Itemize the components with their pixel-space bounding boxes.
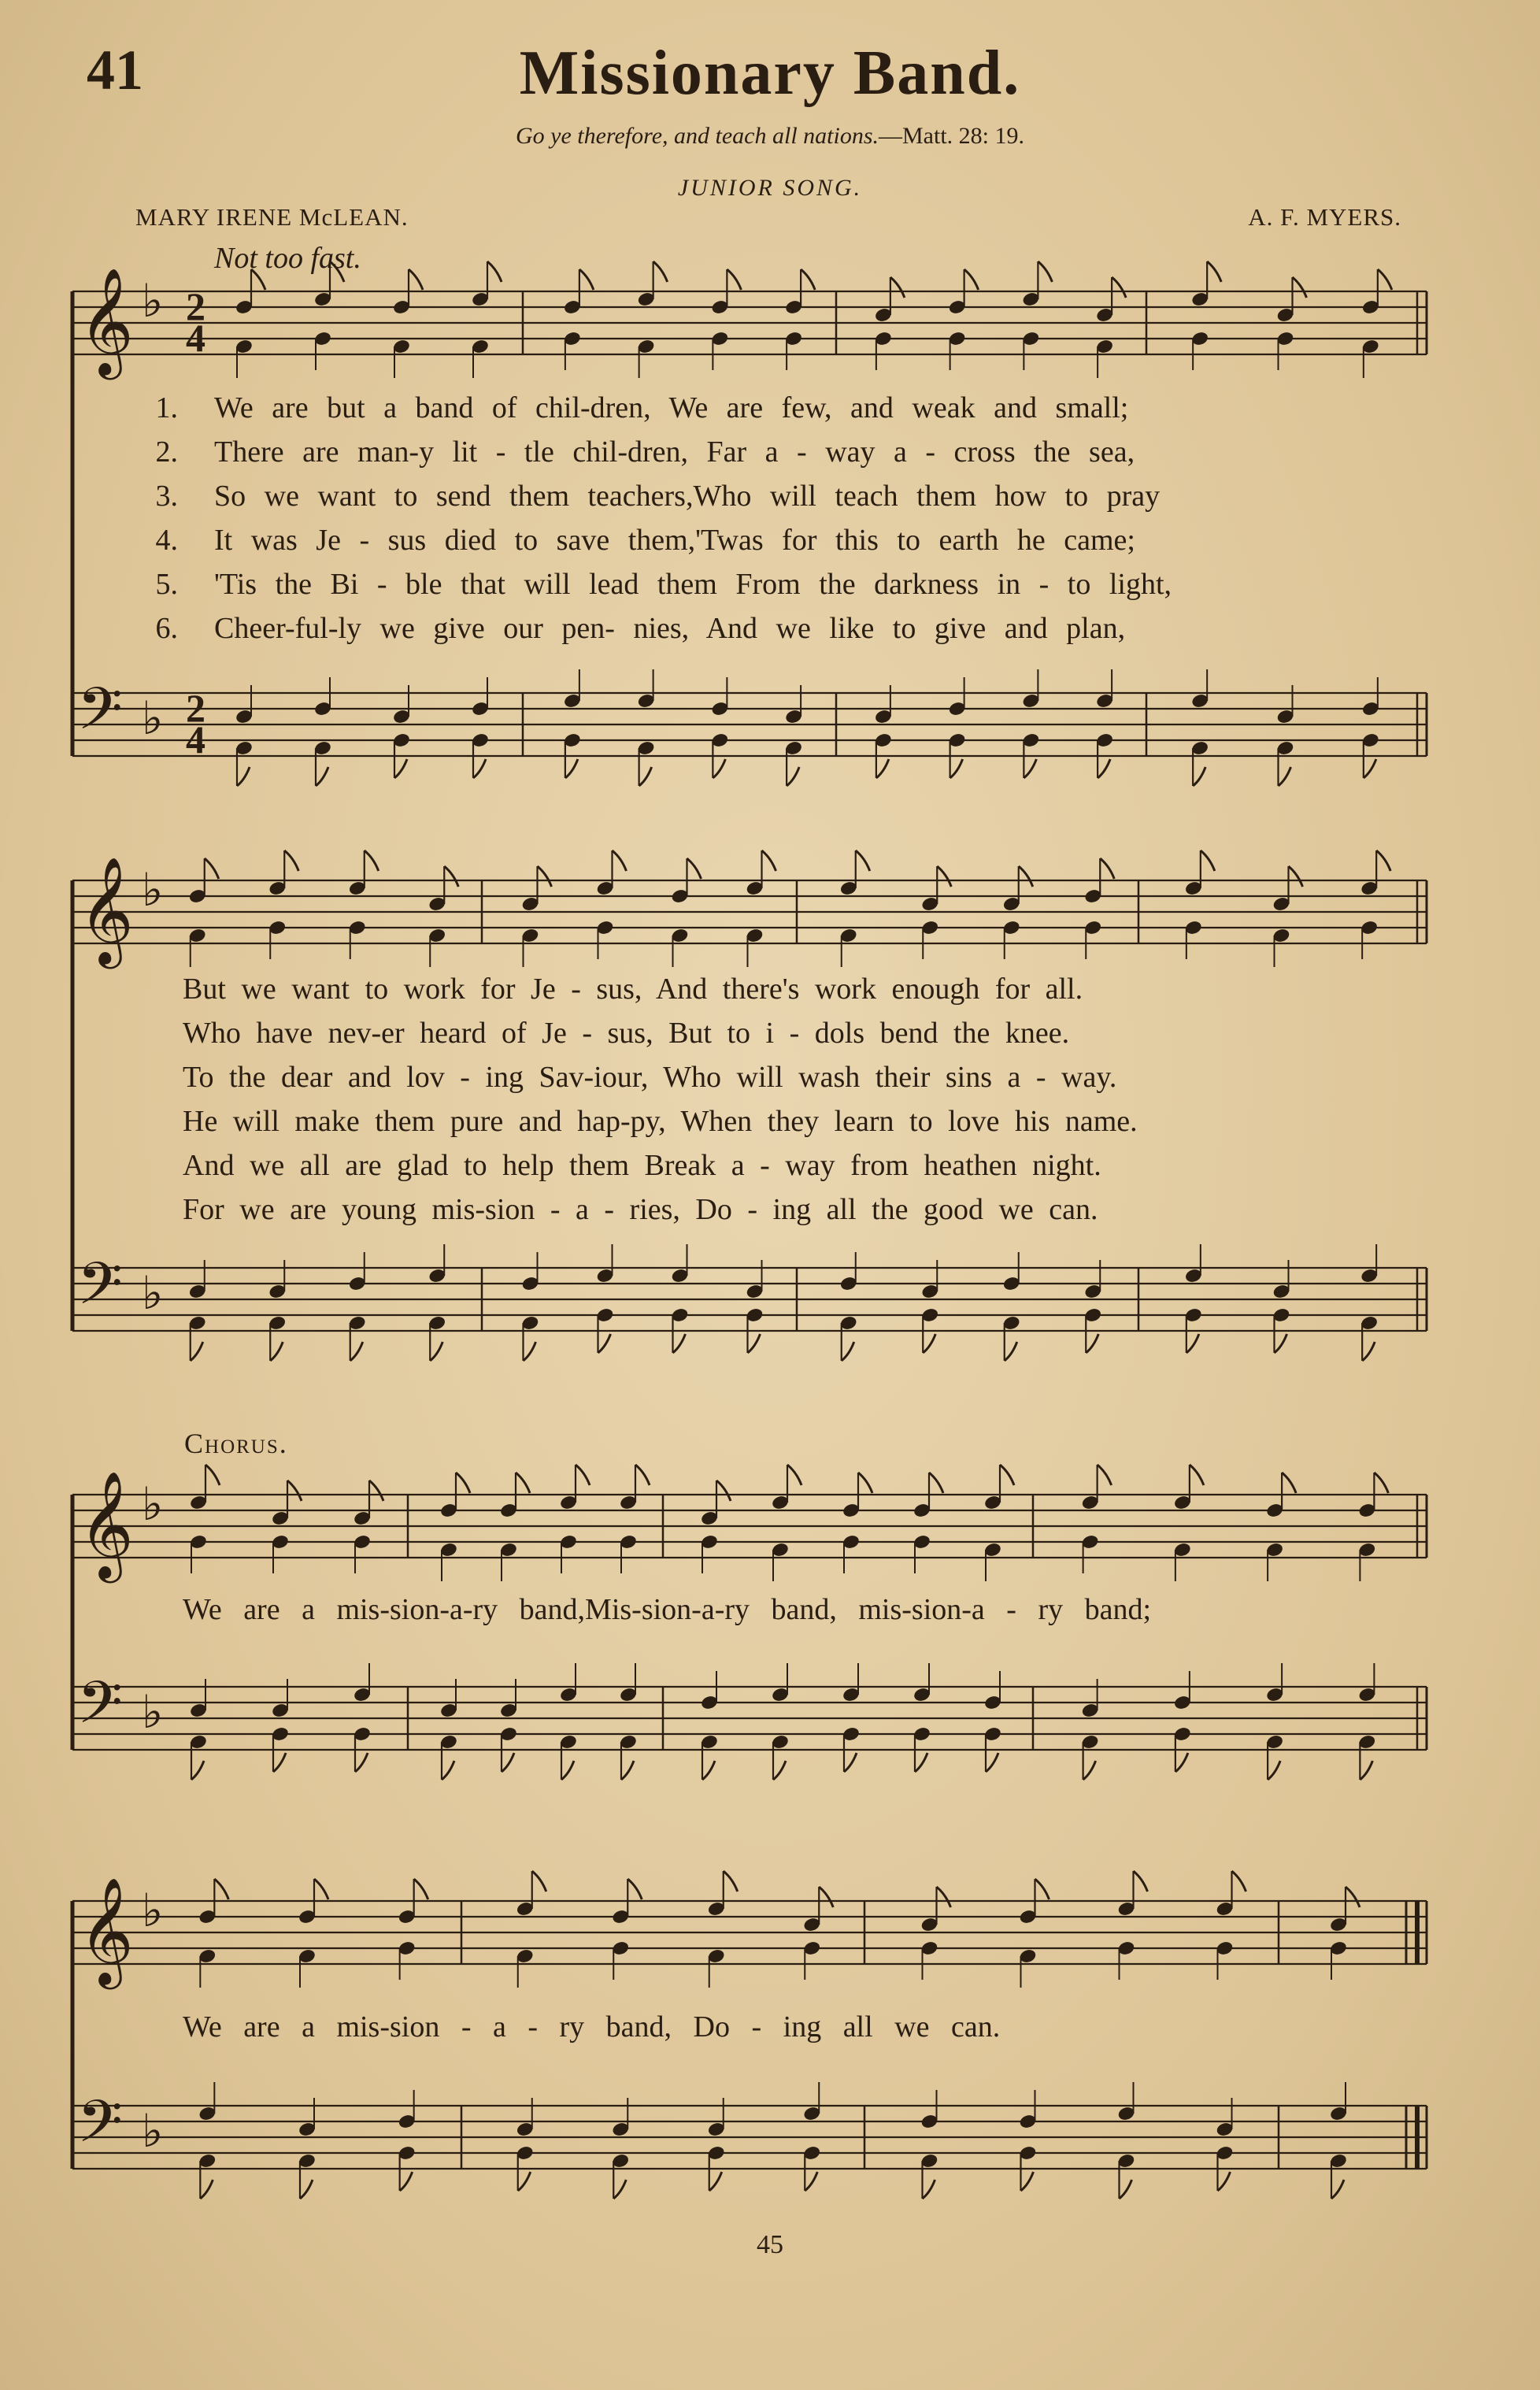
time-signature-top: 2 <box>186 686 205 730</box>
verse-number: 4. <box>155 524 178 557</box>
note-flag <box>524 1342 536 1361</box>
note-flag <box>330 261 344 282</box>
note-flag <box>842 1342 854 1361</box>
time-signature-bottom: 4 <box>186 316 205 360</box>
note-flag <box>858 1473 872 1493</box>
note-flag <box>673 1334 686 1353</box>
note-flag <box>1098 1465 1112 1485</box>
note-flag <box>409 269 423 290</box>
note-flag <box>287 1480 302 1501</box>
note-flag <box>613 2180 626 2199</box>
note-flag <box>430 1342 442 1361</box>
time-signature-bottom: 4 <box>186 717 205 761</box>
bass-clef: 𝄢 <box>77 1669 123 1751</box>
treble-clef: 𝄞 <box>79 266 134 375</box>
lyricist: MARY IRENE McLEAN. <box>135 203 409 231</box>
note-flag <box>639 767 652 786</box>
note-flag <box>1331 2180 1344 2199</box>
note-flag <box>923 1334 935 1353</box>
note-flag <box>300 2180 313 2199</box>
note-flag <box>314 1879 328 1899</box>
verse-lyric: To the dear and lov - ing Sav-iour, Who will wash their sins a - way. <box>183 1061 1117 1094</box>
note-flag <box>748 1334 761 1353</box>
note-flag <box>787 1465 801 1485</box>
note-flag <box>1035 1879 1049 1899</box>
note-flag <box>200 2180 213 2199</box>
note-flag <box>844 1753 857 1772</box>
verse-number: 5. <box>155 568 178 601</box>
treble-clef: 𝄞 <box>79 1876 134 1984</box>
chorus-lyric-line-1: We are a mis-sion-a-ry band,Mis-sion-a-ry band, mis-sion-a - ry band; <box>183 1593 1152 1626</box>
note-flag <box>1038 261 1052 282</box>
flat-key-signature: ♭ <box>142 691 164 745</box>
note-flag <box>713 759 725 778</box>
note-flag <box>716 1480 731 1501</box>
verse-number: 3. <box>155 480 178 513</box>
note-flag <box>929 1473 943 1493</box>
note-flag <box>1218 2172 1231 2191</box>
hymn-title: Missionary Band. <box>519 39 1021 108</box>
note-flag <box>1021 2172 1034 2191</box>
treble-clef: 𝄞 <box>79 855 134 964</box>
note-flag <box>394 759 407 778</box>
verse-number: 1. <box>155 391 178 424</box>
note-flag <box>576 1465 590 1485</box>
note-flag <box>191 1761 204 1780</box>
note-flag <box>727 269 741 290</box>
verse-lyric: It was Je - sus died to save them,'Twas for this to earth he came; <box>214 524 1135 557</box>
note-flag <box>1268 1761 1280 1780</box>
note-flag <box>1289 866 1303 887</box>
flat-key-signature: ♭ <box>142 1477 164 1531</box>
chorus-lyric-line-2: We are a mis-sion - a - ry band, Do - ing all we can. <box>183 2010 1001 2044</box>
note-flag <box>923 2180 935 2199</box>
note-flag <box>1005 1342 1017 1361</box>
note-flag <box>1364 759 1376 778</box>
note-flag <box>1282 1473 1296 1493</box>
note-flag <box>1000 1465 1014 1485</box>
note-flag <box>687 858 702 879</box>
epigraph-quote: Go ye therefore, and teach all nations. <box>515 123 879 149</box>
note-flag <box>1201 850 1215 871</box>
verse-lyric: Who have nev-er heard of Je - sus, But to i - dols bend the knee. <box>183 1017 1070 1050</box>
note-flag <box>709 2172 722 2191</box>
note-flag <box>538 866 552 887</box>
note-flag <box>915 1753 927 1772</box>
note-flag <box>270 1342 283 1361</box>
note-flag <box>1112 277 1126 298</box>
flat-key-signature: ♭ <box>142 863 164 917</box>
note-flag <box>214 1879 228 1899</box>
bass-clef: 𝄢 <box>77 675 123 758</box>
verse-number: 6. <box>155 612 178 645</box>
note-flag <box>1024 759 1036 778</box>
treble-clef: 𝄞 <box>79 1469 134 1578</box>
note-flag <box>400 2172 413 2191</box>
bass-clef: 𝄢 <box>77 2088 123 2170</box>
note-flag <box>516 1473 530 1493</box>
note-flag <box>473 759 486 778</box>
verse-lyric: So we want to send them teachers,Who will teach them how to pray <box>214 480 1161 513</box>
note-flag <box>1120 2180 1132 2199</box>
verse-lyric: For we are young mis-sion - a - ries, Do - ing all the good we can. <box>183 1193 1098 1226</box>
note-flag <box>1083 1761 1096 1780</box>
page-number: 45 <box>757 2230 783 2259</box>
epigraph-reference: —Matt. 28: 19. <box>879 123 1024 149</box>
note-flag <box>565 759 578 778</box>
note-flag <box>365 850 379 871</box>
flat-key-signature: ♭ <box>142 274 164 328</box>
note-flag <box>205 858 219 879</box>
note-flag <box>414 1879 428 1899</box>
song-subtitle: JUNIOR SONG. <box>677 175 863 201</box>
note-flag <box>1346 1887 1360 1907</box>
note-flag <box>1186 1334 1199 1353</box>
note-flag <box>273 1753 286 1772</box>
note-flag <box>1175 1753 1188 1772</box>
note-flag <box>444 866 458 887</box>
note-flag <box>579 269 594 290</box>
note-flag <box>1134 1871 1148 1892</box>
note-flag <box>1360 1761 1372 1780</box>
note-flag <box>787 767 799 786</box>
note-flag <box>456 1473 470 1493</box>
note-flag <box>502 1753 514 1772</box>
note-flag <box>284 850 298 871</box>
note-flag <box>532 1871 546 1892</box>
note-flag <box>1378 269 1392 290</box>
note-flag <box>191 1342 203 1361</box>
note-flag <box>369 1480 383 1501</box>
note-flag <box>937 1887 951 1907</box>
note-flag <box>350 1342 363 1361</box>
note-flag <box>890 277 905 298</box>
note-flag <box>635 1465 650 1485</box>
note-flag <box>1098 759 1110 778</box>
note-flag <box>819 1887 833 1907</box>
note-flag <box>205 1465 220 1485</box>
flat-key-signature: ♭ <box>142 1266 164 1320</box>
bass-clef: 𝄢 <box>77 1250 123 1332</box>
note-flag <box>237 767 250 786</box>
note-flag <box>986 1753 998 1772</box>
tempo-marking: Not too fast. <box>214 242 361 275</box>
note-flag <box>442 1761 454 1780</box>
note-flag <box>762 850 776 871</box>
note-flag <box>251 269 265 290</box>
note-flag <box>1232 1871 1246 1892</box>
note-flag <box>702 1761 715 1780</box>
verse-number: 2. <box>155 435 178 469</box>
verse-lyric: There are man-y lit - tle chil-dren, Far a - way a - cross the sea, <box>214 435 1135 469</box>
note-flag <box>773 1761 786 1780</box>
note-flag <box>1100 858 1114 879</box>
note-flag <box>937 866 951 887</box>
verse-lyric: We are but a band of chil-dren, We are few, and weak and small; <box>214 391 1129 424</box>
note-flag <box>1019 866 1033 887</box>
note-flag <box>1190 1465 1204 1485</box>
verse-lyric: Cheer-ful-ly we give our pen- nies, And we like to give and plan, <box>214 612 1126 645</box>
note-flag <box>1293 277 1307 298</box>
note-flag <box>1362 1342 1375 1361</box>
note-flag <box>801 269 815 290</box>
note-flag <box>1207 261 1221 282</box>
flat-key-signature: ♭ <box>142 1884 164 1937</box>
note-flag <box>1086 1334 1098 1353</box>
note-flag <box>1376 850 1390 871</box>
note-flag <box>598 1334 611 1353</box>
note-flag <box>653 261 668 282</box>
note-flag <box>1374 1473 1388 1493</box>
composer: A. F. MYERS. <box>1248 203 1401 231</box>
note-flag <box>561 1761 574 1780</box>
flat-key-signature: ♭ <box>142 2104 164 2158</box>
time-signature-top: 2 <box>186 284 205 328</box>
note-flag <box>487 261 502 282</box>
note-flag <box>355 1753 368 1772</box>
note-flag <box>1279 767 1291 786</box>
note-flag <box>950 759 963 778</box>
verse-lyric: And we all are glad to help them Break a - way from heathen night. <box>183 1149 1101 1182</box>
note-flag <box>876 759 889 778</box>
hymn-number: 41 <box>87 39 143 102</box>
note-flag <box>856 850 870 871</box>
note-flag <box>1193 767 1205 786</box>
verse-lyric: He will make them pure and hap-py, When they learn to love his name. <box>183 1105 1138 1138</box>
verse-lyric: But we want to work for Je - sus, And there's work enough for all. <box>183 973 1083 1006</box>
note-flag <box>964 269 979 290</box>
verse-lyric: 'Tis the Bi - ble that will lead them From the darkness in - to light, <box>214 568 1172 601</box>
note-flag <box>613 850 627 871</box>
flat-key-signature: ♭ <box>142 1685 164 1739</box>
note-flag <box>316 767 328 786</box>
note-flag <box>627 1879 642 1899</box>
note-flag <box>805 2172 817 2191</box>
note-flag <box>724 1871 738 1892</box>
note-flag <box>1275 1334 1287 1353</box>
chorus-label: Chorus. <box>184 1428 288 1459</box>
note-flag <box>518 2172 531 2191</box>
note-flag <box>621 1761 634 1780</box>
